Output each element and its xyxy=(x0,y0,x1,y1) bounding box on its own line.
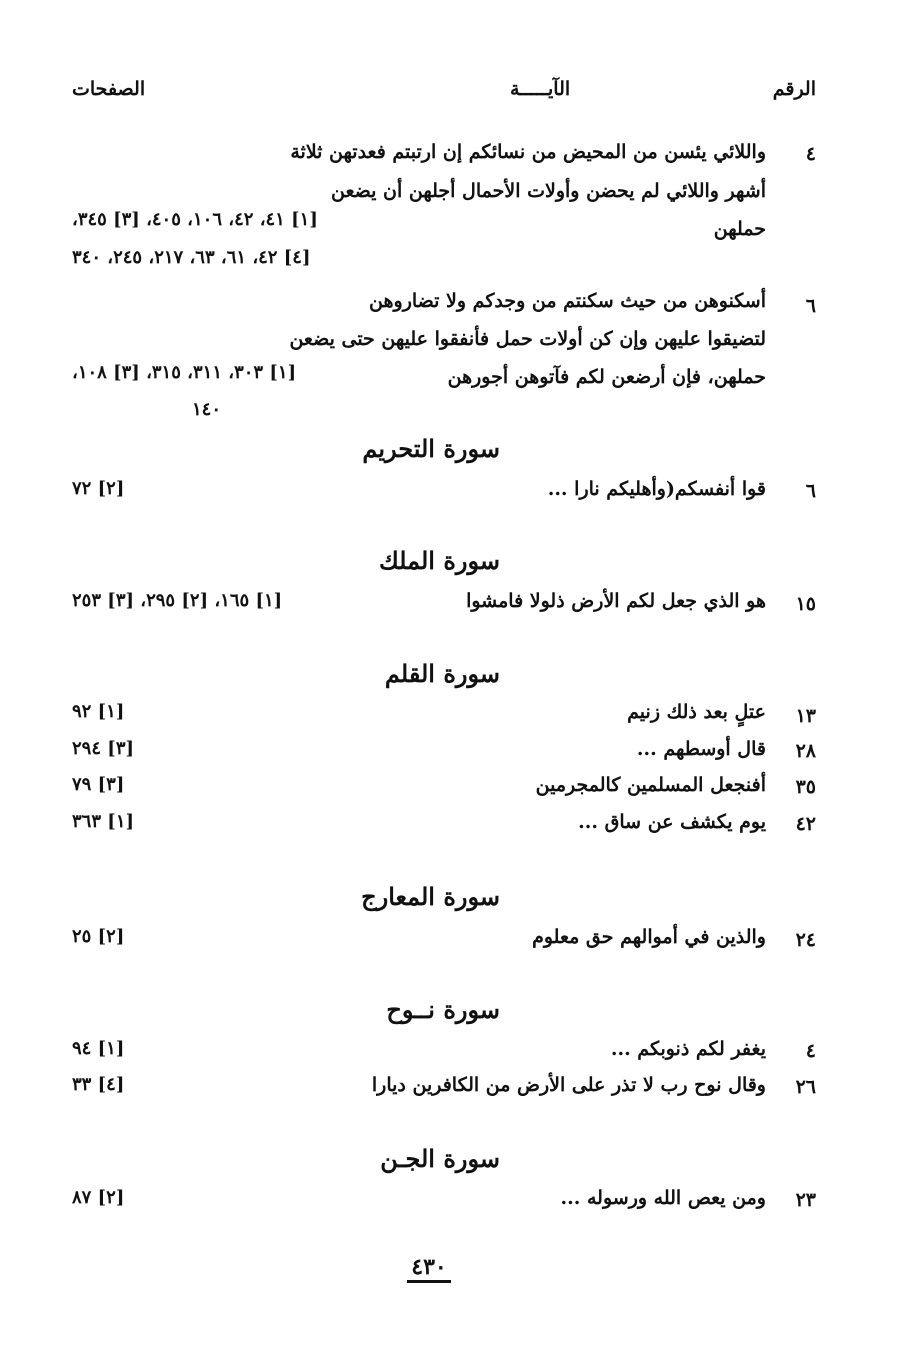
sura-title: سورة التحريم xyxy=(362,434,500,463)
page-references: [٤] ٣٣ xyxy=(72,1074,125,1095)
entry-number: ٤ xyxy=(805,1040,816,1062)
ayah-text: لتضيقوا عليهن وإن كن أولات حمل فأنفقوا عليهن حتى يضعن xyxy=(289,328,766,350)
ayah-text: قوا أنفسكم(وأهليكم نارا ... xyxy=(547,478,766,500)
page-references: [١] ٩٤ xyxy=(72,1038,125,1059)
entry-number: ٢٣ xyxy=(795,1189,816,1211)
page-references: ١٤٠ xyxy=(192,399,222,420)
entry-number: ٢٤ xyxy=(795,929,816,951)
page-number xyxy=(364,1254,494,1283)
sura-title: سورة الجـن xyxy=(380,1144,500,1173)
page-number-text: ٤٣٠ xyxy=(407,1254,450,1283)
page-references: [١] ١٦٥، [٢] ٢٩٥، [٣] ٢٥٣ xyxy=(72,590,283,611)
entry-number: ٦ xyxy=(805,480,816,502)
entry-number: ٤٢ xyxy=(795,813,816,835)
entry-number: ١٣ xyxy=(795,705,816,727)
page-references: [١] ٩٢ xyxy=(72,701,125,722)
page-references: [١] ٣٠٣، ٣١١، ٣١٥، [٣] ١٠٨، xyxy=(72,362,297,383)
sura-title: سورة القلم xyxy=(384,659,500,688)
page-references: [١] ٣٦٣ xyxy=(72,811,135,832)
ayah-text: عتلٍ بعد ذلك زنيم xyxy=(627,701,766,723)
page-references: [٣] ٢٩٤ xyxy=(72,738,135,759)
page-references: [٢] ٢٥ xyxy=(72,926,125,947)
ayah-text: والذين في أموالهم حق معلوم xyxy=(532,926,766,948)
sura-title: سورة نــوح xyxy=(386,995,500,1024)
ayah-text: أشهر واللائي لم يحضن وأولات الأحمال أجلهن أن يضعن xyxy=(331,180,766,202)
sura-title: سورة الملك xyxy=(378,546,500,575)
ayah-text: قال أوسطهم ... xyxy=(636,738,766,760)
ayah-text: حملهن xyxy=(713,218,766,240)
page-references: [٢] ٨٧ xyxy=(72,1187,125,1208)
entry-number: ١٥ xyxy=(795,593,816,615)
ayah-text: يغفر لكم ذنوبكم ... xyxy=(610,1038,766,1060)
page-references: [٣] ٧٩ xyxy=(72,774,125,795)
sura-title: سورة المعارج xyxy=(361,882,500,911)
page-references: [١] ٤١، ٤٢، ١٠٦، ٤٠٥، [٣] ٣٤٥، xyxy=(72,209,318,230)
ayah-text: حملهن، فإن أرضعن لكم فآتوهن أجورهن xyxy=(447,366,766,388)
entry-number: ٦ xyxy=(805,295,816,317)
column-header-pages: الصفحات xyxy=(72,78,146,100)
entry-number: ٣٥ xyxy=(795,776,816,798)
entry-number: ٢٨ xyxy=(795,740,816,762)
ayah-text: ومن يعص الله ورسوله ... xyxy=(560,1187,766,1209)
ayah-text: يوم يكشف عن ساق ... xyxy=(578,811,766,833)
page-references: [٤] ٤٢، ٦١، ٦٣، ٢١٧، ٢٤٥، ٣٤٠ xyxy=(72,247,311,268)
entry-number: ٤ xyxy=(805,143,816,165)
ayah-text: وقال نوح رب لا تذر على الأرض من الكافرين ديارا xyxy=(371,1074,766,1096)
ayah-text: أسكنوهن من حيث سكنتم من وجدكم ولا تضاروهن xyxy=(369,290,766,312)
column-header-number: الرقم xyxy=(772,78,816,100)
column-header-ayah: الآيـــــة xyxy=(510,78,571,100)
page-references: [٢] ٧٢ xyxy=(72,478,125,499)
ayah-text: واللائي يئسن من المحيض من نسائكم إن ارتبتم فعدتهن ثلاثة xyxy=(290,141,766,163)
ayah-text: هو الذي جعل لكم الأرض ذلولا فامشوا xyxy=(466,590,766,612)
entry-number: ٢٦ xyxy=(795,1076,816,1098)
ayah-text: أفنجعل المسلمين كالمجرمين xyxy=(535,774,766,796)
